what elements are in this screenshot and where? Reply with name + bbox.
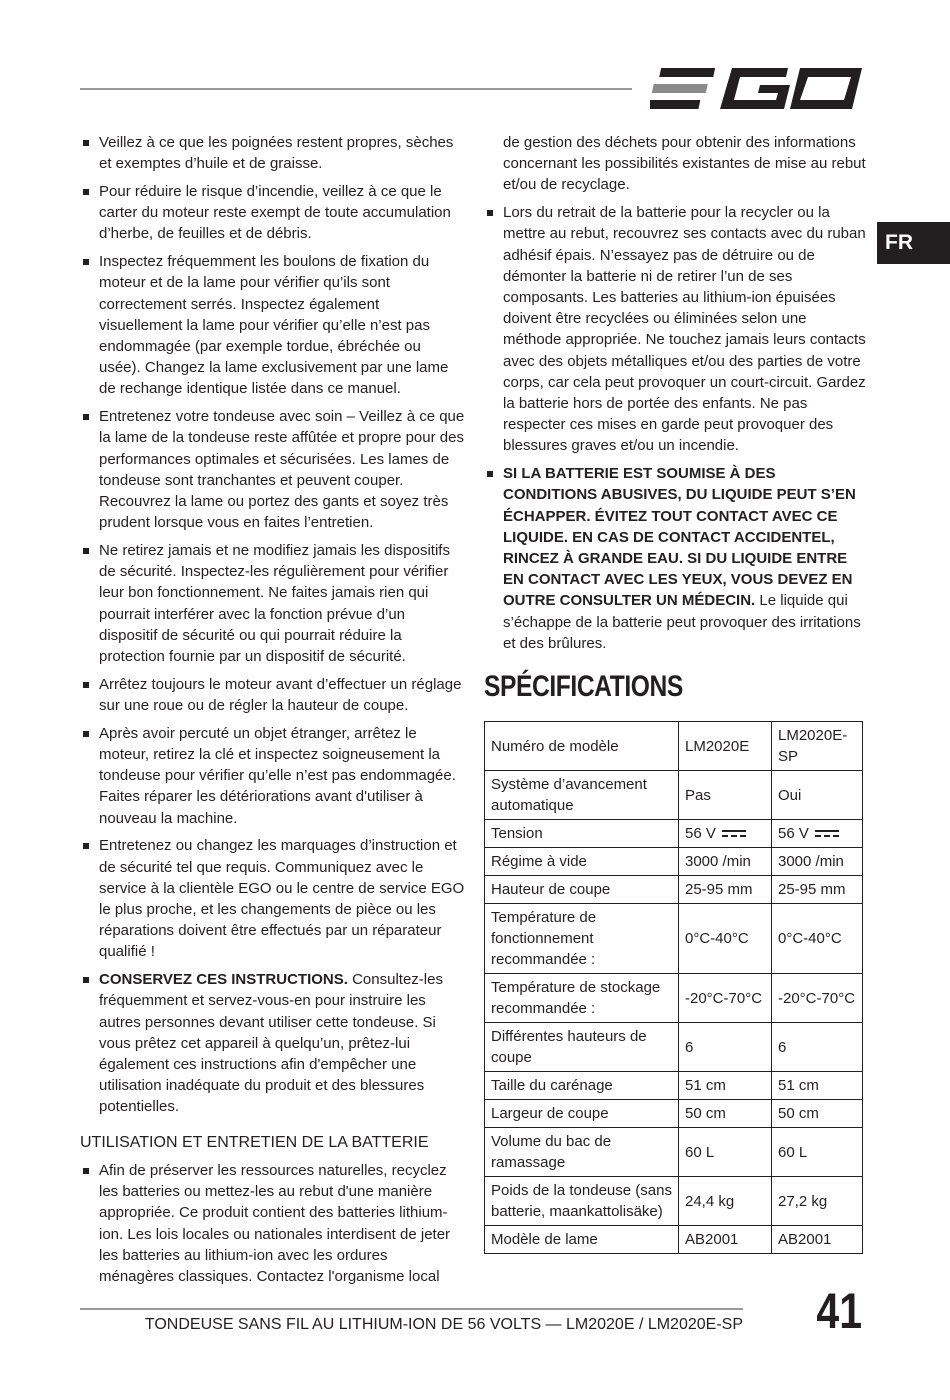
- spec-value: [679, 771, 772, 820]
- cell-text: 60 L: [778, 1143, 808, 1161]
- spec-heading: SPÉCIFICATIONS: [484, 670, 683, 704]
- list-item: Entretenez votre tondeuse avec soin – Veillez à ce que la lame de la tondeuse reste affûtée et propre pour des performances optimales et sécurisées. Les lames de tondeuse sont tranchantes et peuvent couper. Recouvrez la lame ou portez des gants et soyez très prudent lorsque vous en faites l’entretien.: [80, 406, 465, 533]
- cell-text: 56 V: [778, 825, 809, 843]
- conserve-bold: CONSERVEZ CES INSTRUCTIONS.: [99, 971, 348, 989]
- spec-label: [485, 771, 679, 820]
- spec-value: [772, 1100, 863, 1128]
- cell-text: 0°C-40°C: [685, 930, 749, 948]
- spec-label: [485, 1100, 679, 1128]
- cell-text: 25-95 mm: [685, 881, 753, 899]
- cell-text: Taille du carénage: [491, 1077, 613, 1095]
- cell-text: Numéro de modèle: [491, 737, 619, 755]
- battery-list-continued: [484, 202, 866, 654]
- spec-value: [772, 1023, 863, 1072]
- spec-value: [772, 771, 863, 820]
- table-row: [485, 848, 863, 876]
- spec-label: [485, 820, 679, 848]
- table-row: [485, 904, 863, 974]
- cell-text: 50 cm: [778, 1105, 819, 1123]
- list-item: Lors du retrait de la batterie pour la recycler ou la mettre au rebut, recouvrez ses contacts avec du ruban adhésif épais. N’essayez pas de détruire ou de démonter la batterie ni de retirer l’un de ses composants. Les batteries au lithium-ion épuisées doivent être recyclées ou éliminées selon une méthode appropriée. Ne touchez jamais leurs contacts avec des objets métalliques et/ou des parties de votre corps, car cela peut provoquer un court-circuit. Gardez la batterie hors de portée des enfants. Ne pas respecter ces mises en garde peut provoquer des blessures graves et/ou un incendie.: [484, 202, 866, 456]
- cell-text: 27,2 kg: [778, 1192, 828, 1210]
- spec-value: [679, 722, 772, 771]
- spec-value: [679, 1128, 772, 1177]
- spec-value: [772, 722, 863, 771]
- spec-value: [772, 1177, 863, 1226]
- spec-label: [485, 1128, 679, 1177]
- cell-text: -20°C-70°C: [778, 989, 856, 1007]
- table-row: [485, 1023, 863, 1072]
- ego-logo: [650, 64, 862, 114]
- dc-symbol-icon: [813, 829, 841, 839]
- cell-text: 0°C-40°C: [778, 930, 842, 948]
- abuse-warning-bold: SI LA BATTERIE EST SOUMISE À DES CONDITIONS ABUSIVES, DU LIQUIDE PEUT S’EN ÉCHAPPER. ÉVITEZ TOUT CONTACT AVEC CE LIQUIDE. EN CAS DE CONTACT ACCIDENTEL, RINCEZ À GRANDE EAU. SI DU LIQUIDE ENTRE EN CONTACT AVEC LES YEUX, VOUS DEVEZ EN OUTRE CONSULTER UN MÉDECIN.: [503, 465, 856, 610]
- cell-text: 60 L: [685, 1143, 715, 1161]
- spec-value: [772, 1226, 863, 1254]
- spec-label: [485, 1023, 679, 1072]
- table-row: [485, 820, 863, 848]
- spec-label: [485, 722, 679, 771]
- list-item: Entretenez ou changez les marquages d’instruction et de sécurité tel que requis. Communiquez avec le service à la clientèle EGO ou le centre de service EGO le plus proche, et les changements de pièce ou les réparations doivent être effectués par un réparateur qualifié !: [80, 835, 465, 962]
- spec-label: [485, 848, 679, 876]
- cell-text: LM2020E-SP: [778, 727, 848, 766]
- spec-value: [772, 904, 863, 974]
- battery-bullet-continued: de gestion des déchets pour obtenir des informations concernant les possibilités existantes de mise au rebut et/ou de recyclage.: [503, 134, 866, 194]
- spec-value: [679, 1226, 772, 1254]
- cell-text: Largeur de coupe: [491, 1105, 609, 1123]
- table-row: [485, 1072, 863, 1100]
- list-item: [484, 463, 866, 654]
- table-row: [485, 1100, 863, 1128]
- cell-text: AB2001: [778, 1231, 832, 1249]
- page-number: 41: [816, 1283, 862, 1339]
- cell-text: AB2001: [685, 1231, 739, 1249]
- conserve-text: Consultez-les fréquemment et servez-vous-en pour instruire les autres personnes devant utiliser cette tondeuse. Si vous prêtez cet appareil à quelqu’un, prêtez-lui également ces instructions afin d'empêcher une utilisation inadéquate du produit et des blessures potentielles.: [99, 971, 443, 1116]
- dc-symbol-icon: [720, 829, 748, 839]
- cell-text: 3000 /min: [778, 853, 844, 871]
- right-column: [484, 132, 866, 1254]
- battery-heading: UTILISATION ET ENTRETIEN DE LA BATTERIE: [80, 1133, 429, 1151]
- table-row: [485, 722, 863, 771]
- cell-text: 51 cm: [778, 1077, 819, 1095]
- spec-value: [679, 1100, 772, 1128]
- cell-text: Régime à vide: [491, 853, 587, 871]
- cell-text: 25-95 mm: [778, 881, 846, 899]
- cell-text: Différentes hauteurs de coupe: [491, 1028, 647, 1067]
- spec-value: [679, 1072, 772, 1100]
- list-item: Veillez à ce que les poignées restent propres, sèches et exemptes d’huile et de graisse.: [80, 132, 465, 174]
- cell-text: 3000 /min: [685, 853, 751, 871]
- table-row: [485, 1128, 863, 1177]
- header-rule: [80, 88, 632, 90]
- cell-text: LM2020E: [685, 737, 750, 755]
- spec-value: [679, 904, 772, 974]
- language-tab: FR: [877, 222, 950, 264]
- cell-text: 50 cm: [685, 1105, 726, 1123]
- spec-value: [772, 820, 863, 848]
- spec-label: [485, 1072, 679, 1100]
- spec-label: [485, 1226, 679, 1254]
- spec-value: [679, 1177, 772, 1226]
- cell-text: Poids de la tondeuse (sans batterie, maankattolisäke): [491, 1182, 672, 1221]
- list-item: Arrêtez toujours le moteur avant d’effectuer un réglage sur une roue ou de régler la hauteur de coupe.: [80, 674, 465, 716]
- spec-value: [772, 848, 863, 876]
- spec-value: [772, 1128, 863, 1177]
- left-column: [80, 132, 465, 1294]
- spec-value: [679, 876, 772, 904]
- cell-text: Volume du bac de ramassage: [491, 1133, 612, 1172]
- spec-label: [485, 974, 679, 1023]
- cell-text: -20°C-70°C: [685, 989, 763, 1007]
- cell-text: 6: [778, 1038, 787, 1056]
- cell-text: 56 V: [685, 825, 716, 843]
- list-item: Après avoir percuté un objet étranger, arrêtez le moteur, retirez la clé et inspectez soigneusement la tondeuse pour vérifier qu’elle n’est pas endommagée. Faites réparer les détériorations avant d'utiliser à nouveau la machine.: [80, 723, 465, 829]
- table-row: [485, 876, 863, 904]
- list-item: Afin de préserver les ressources naturelles, recyclez les batteries ou mettez-les au rebut d'une manière appropriée. Ce produit contient des batteries lithium-ion. Les lois locales ou nationales interdisent de jeter les batteries au lithium-ion avec les ordures ménagères classiques. Contactez l'organisme local: [80, 1160, 465, 1287]
- list-item: Inspectez fréquemment les boulons de fixation du moteur et de la lame pour vérifier qu’ils sont correctement serrés. Inspectez également visuellement la lame pour vérifier qu’elle n’est pas endommagée (par exemple tordue, ébréchée ou usée). Changez la lame exclusivement par une lame de rechange identique listée dans ce manuel.: [80, 251, 465, 399]
- cell-text: 51 cm: [685, 1077, 726, 1095]
- footer-rule: [80, 1308, 743, 1310]
- table-row: [485, 974, 863, 1023]
- spec-value: [772, 974, 863, 1023]
- cell-text: Modèle de lame: [491, 1231, 598, 1249]
- list-item: [80, 969, 465, 1117]
- cell-text: Pas: [685, 786, 711, 804]
- cell-text: Hauteur de coupe: [491, 881, 611, 899]
- spec-label: [485, 904, 679, 974]
- list-item: Pour réduire le risque d’incendie, veillez à ce que le carter du moteur reste exempt de toute accumulation d’herbe, de feuilles et de débris.: [80, 181, 465, 245]
- safety-list: [80, 132, 465, 1118]
- list-item: Ne retirez jamais et ne modifiez jamais les dispositifs de sécurité. Inspectez-les régulièrement pour vérifier leur bon fonctionnement. Ne faites jamais rien qui pourrait interférer avec la fonction prévue d’un dispositif de sécurité ou qui pourrait réduire la protection fournie par un dispositif de sécurité.: [80, 540, 465, 667]
- spec-label: [485, 1177, 679, 1226]
- spec-value: [679, 848, 772, 876]
- table-row: [485, 1177, 863, 1226]
- spec-label: [485, 876, 679, 904]
- cell-text: Température de fonctionnement recommandée :: [491, 909, 597, 969]
- abuse-warning-text: Le liquide qui s’échappe de la batterie peut provoquer des irritations et des brûlures.: [503, 592, 861, 652]
- cell-text: Oui: [778, 786, 802, 804]
- spec-value: [772, 1072, 863, 1100]
- battery-list: [80, 1160, 465, 1287]
- cell-text: Température de stockage recommandée :: [491, 979, 661, 1018]
- cell-text: Système d’avancement automatique: [491, 776, 647, 815]
- spec-value: [679, 1023, 772, 1072]
- footer-title: TONDEUSE SANS FIL AU LITHIUM-ION DE 56 VOLTS — LM2020E / LM2020E-SP: [144, 1316, 743, 1333]
- spec-table: [484, 721, 863, 1254]
- table-row: [485, 771, 863, 820]
- cell-text: 24,4 kg: [685, 1192, 735, 1210]
- spec-value: [772, 876, 863, 904]
- cell-text: 6: [685, 1038, 694, 1056]
- spec-value: [679, 820, 772, 848]
- table-row: [485, 1226, 863, 1254]
- cell-text: Tension: [491, 825, 543, 843]
- spec-value: [679, 974, 772, 1023]
